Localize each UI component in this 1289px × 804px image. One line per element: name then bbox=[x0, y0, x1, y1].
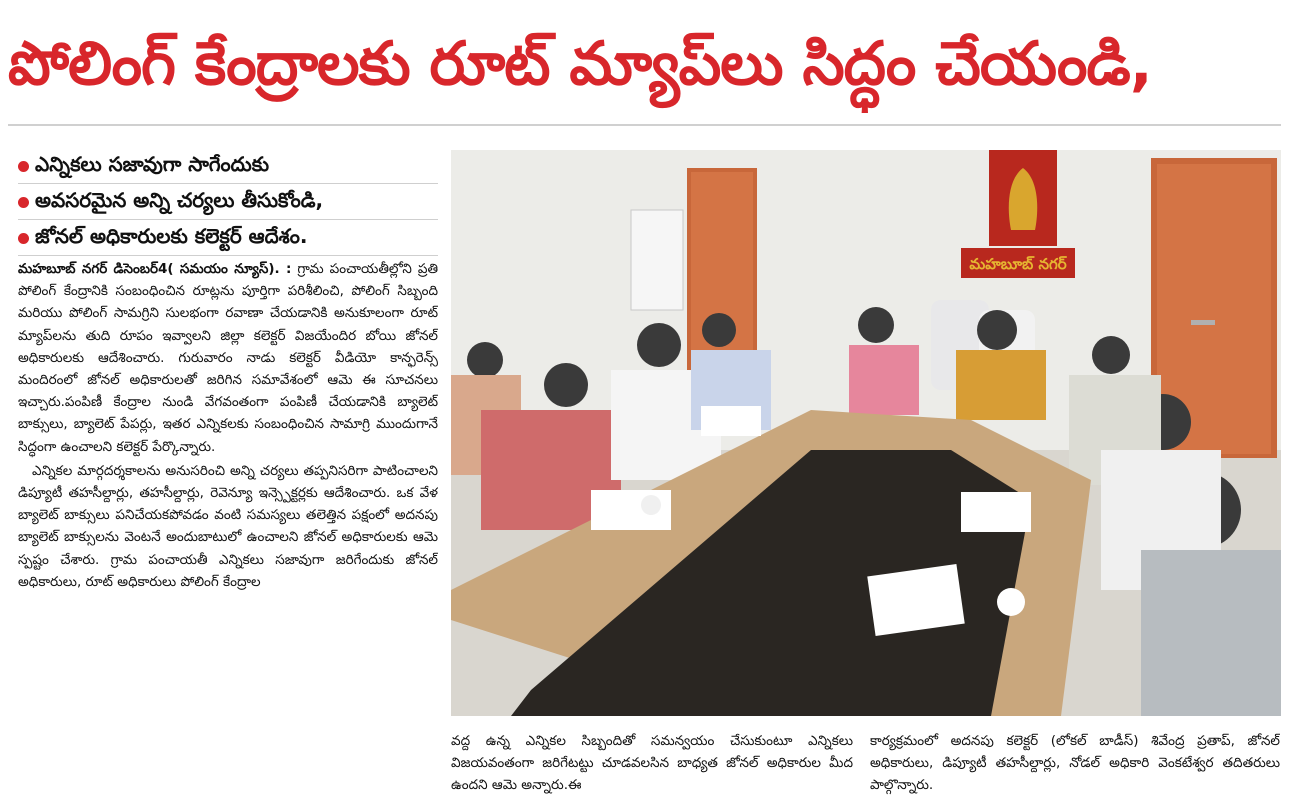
bullet-point bbox=[18, 222, 438, 256]
bullet-dot-icon bbox=[18, 161, 29, 172]
dateline: మహబూబ్ నగర్ డిసెంబర్4( సమయం న్యూస్). : bbox=[18, 261, 292, 277]
bullet-text: ఎన్నికలు సజావుగా సాగేందుకు bbox=[35, 152, 270, 176]
headline-rule bbox=[8, 124, 1281, 126]
article-left-column bbox=[18, 150, 438, 800]
article-first-paragraph bbox=[18, 258, 438, 458]
bullet-dot-icon bbox=[18, 197, 29, 208]
bullet-point bbox=[18, 186, 438, 220]
bullet-text: అవసరమైన అన్ని చర్యలు తీసుకోండి, bbox=[35, 188, 324, 212]
bullet-dot-icon bbox=[18, 233, 29, 244]
bullet-text: జోనల్ అధికారులకు కలెక్టర్ ఆదేశం. bbox=[35, 224, 308, 248]
paragraph-text: గ్రామ పంచాయతీల్లోని ప్రతి పోలింగ్ కేంద్రానికి సంబంధించిన రూట్లను పూర్తిగా పరిశీలించి, పోలింగ్ సిబ్బంది మరియు పోలింగ్ సామగ్రిని సులభంగా రవాణా చేయడానికి అనుకూలంగా రూట్ మ్యాప్‌లను తుది రూపం ఇవ్వాలని జిల్లా కలెక్టర్ విజయేందిర బోయి జోనల్ అధికారులకు ఆదేశించారు. గురువారం నాడు కలెక్టర్ వీడియో కాన్ఫరెన్స్ మందిరంలో జోనల్ అధికారులతో జరిగిన సమావేశంలో ఆమె ఈ సూచనలు ఇచ్చారు.పంపిణీ కేంద్రాల నుండి వేగవంతంగా పంపిణీ చేయడానికి బ్యాలెట్ బాక్సులు, బ్యాలెట్ పేపర్లు, ఇతర ఎన్నికలకు సంబంధించిన సామాగ్రి ముందుగానే సిద్ధంగా ఉంచాలని కలెక్టర్ పేర్కొన్నారు. bbox=[18, 261, 438, 455]
nameplate-text: మహబూబ్ నగర్ bbox=[969, 255, 1067, 273]
article-second-paragraph: ఎన్నికల మార్గదర్శకాలను అనుసరించి అన్ని చర్యలు తప్పనిసరిగా పాటించాలని డిప్యూటీ తహసీల్దార్లు, తహసీల్దార్లు, రెవెన్యూ ఇన్స్పెక్టర్లకు ఆదేశించారు. ఒక వేళ బ్యాలెట్ బాక్సులు పనిచేయకపోవడం వంటి సమస్యలు తలెత్తిన పక్షంలో అదనపు బ్యాలెట్ బాక్సులను వెంటనే అందుబాటులో ఉంచాలని జోనల్ అధికారులకు ఆమె స్పష్టం చేశారు. గ్రామ పంచాయతీ ఎన్నికలు సజావుగా జరిగేందుకు జోనల్ అధికారులు, రూట్ అధికారులు పోలింగ్ కేంద్రాల bbox=[18, 462, 438, 590]
caption-column-3: కార్యక్రమంలో అదనపు కలెక్టర్ (లోకల్ బాడీస్) శివేంద్ర ప్రతాప్, జోనల్ అధికారులు, డిప్యూటీ తహసీల్దార్లు, నోడల్ అధికారి వెంకటేశ్వర తదితరులు పాల్గొన్నారు. bbox=[870, 733, 1280, 794]
caption-column-2: వద్ద ఉన్న ఎన్నికల సిబ్బందితో సమన్వయం చేసుకుంటూ ఎన్నికలు విజయవంతంగా జరిగేటట్టు చూడవలసిన బాధ్యత జోనల్ అధికారుల మీద ఉందని ఆమె అన్నారు.ఈ bbox=[451, 733, 853, 794]
bullet-point bbox=[18, 150, 438, 184]
headline: పోలింగ్ కేంద్రాలకు రూట్ మ్యాప్‌లు సిద్ధం చేయండి, bbox=[8, 29, 1152, 99]
meeting-photo-illustration bbox=[451, 150, 1281, 716]
meeting-photo bbox=[451, 150, 1281, 716]
